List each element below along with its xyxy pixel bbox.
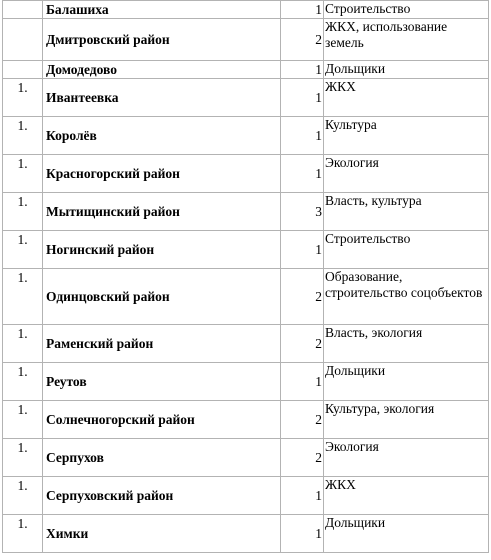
topic-text: Власть, экология — [324, 325, 489, 363]
row-number: 1. — [3, 325, 43, 363]
request-count: 1 — [281, 61, 324, 79]
row-number: 1. — [3, 439, 43, 477]
topic-text: Дольщики — [324, 363, 489, 401]
request-count: 1 — [281, 363, 324, 401]
row-number: 1. — [3, 269, 43, 325]
row-number: 1. — [3, 515, 43, 553]
districts-table — [2, 0, 489, 553]
district-name: Ивантеевка — [43, 79, 281, 117]
request-count: 1 — [281, 1, 324, 19]
district-name: Одинцовский район — [43, 269, 281, 325]
request-count: 1 — [281, 477, 324, 515]
row-number: 1. — [3, 401, 43, 439]
table-row — [3, 193, 489, 231]
topic-text: Строительство — [324, 1, 489, 19]
row-number: 1. — [3, 363, 43, 401]
topic-text: Культура, экология — [324, 401, 489, 439]
topic-text: Экология — [324, 155, 489, 193]
district-name: Раменский район — [43, 325, 281, 363]
table-row — [3, 231, 489, 269]
request-count: 1 — [281, 231, 324, 269]
row-number: 1. — [3, 477, 43, 515]
topic-text: Дольщики — [324, 61, 489, 79]
district-name: Королёв — [43, 117, 281, 155]
table-row — [3, 155, 489, 193]
district-name: Домодедово — [43, 61, 281, 79]
table-row — [3, 117, 489, 155]
table-row — [3, 363, 489, 401]
table-row — [3, 79, 489, 117]
district-name: Ногинский район — [43, 231, 281, 269]
row-number: 1. — [3, 117, 43, 155]
request-count: 2 — [281, 269, 324, 325]
request-count: 3 — [281, 193, 324, 231]
table-row — [3, 61, 489, 79]
topic-text: ЖКХ, использование земель — [324, 19, 489, 61]
request-count: 1 — [281, 117, 324, 155]
request-count: 1 — [281, 155, 324, 193]
topic-text: Экология — [324, 439, 489, 477]
table-row — [3, 477, 489, 515]
row-number — [3, 19, 43, 61]
request-count: 2 — [281, 439, 324, 477]
request-count: 2 — [281, 19, 324, 61]
table-row — [3, 1, 489, 19]
table-row — [3, 325, 489, 363]
district-name: Красногорский район — [43, 155, 281, 193]
topic-text: Дольщики — [324, 515, 489, 553]
district-name: Химки — [43, 515, 281, 553]
district-name: Дмитровский район — [43, 19, 281, 61]
row-number — [3, 1, 43, 19]
table-row — [3, 19, 489, 61]
request-count: 1 — [281, 515, 324, 553]
table-row — [3, 401, 489, 439]
row-number: 1. — [3, 79, 43, 117]
district-name: Мытищинский район — [43, 193, 281, 231]
table-row — [3, 439, 489, 477]
table-row — [3, 515, 489, 553]
topic-text: ЖКХ — [324, 79, 489, 117]
request-count: 2 — [281, 401, 324, 439]
topic-text: Культура — [324, 117, 489, 155]
topic-text: Строительство — [324, 231, 489, 269]
topic-text: ЖКХ — [324, 477, 489, 515]
district-name: Серпуховский район — [43, 477, 281, 515]
row-number: 1. — [3, 193, 43, 231]
table-row — [3, 269, 489, 325]
topic-text: Образование, строительство соцобъектов — [324, 269, 489, 325]
request-count: 2 — [281, 325, 324, 363]
row-number — [3, 61, 43, 79]
district-name: Серпухов — [43, 439, 281, 477]
row-number: 1. — [3, 231, 43, 269]
district-name: Балашиха — [43, 1, 281, 19]
topic-text: Власть, культура — [324, 193, 489, 231]
row-number: 1. — [3, 155, 43, 193]
district-name: Реутов — [43, 363, 281, 401]
district-name: Солнечногорский район — [43, 401, 281, 439]
request-count: 1 — [281, 79, 324, 117]
